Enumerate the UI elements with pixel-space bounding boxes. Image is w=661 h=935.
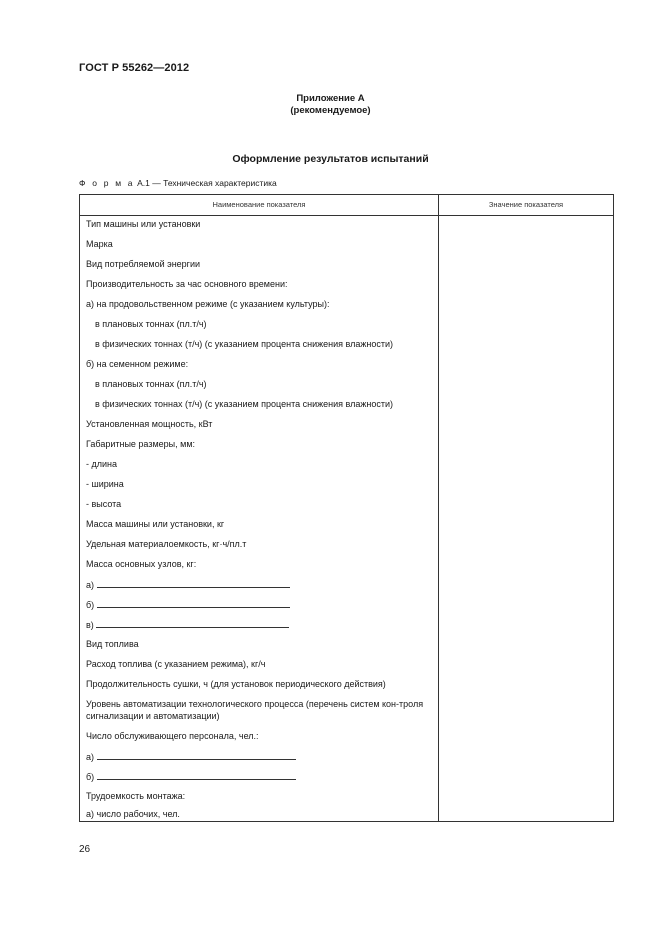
table-row: б) на семенном режиме: xyxy=(86,359,189,369)
document-code: ГОСТ Р 55262—2012 xyxy=(79,62,190,74)
form-label: Ф о р м а xyxy=(79,178,135,188)
table-row: Производительность за час основного времени: xyxy=(86,279,288,289)
table-row: а) на продовольственном режиме (с указанием культуры): xyxy=(86,299,330,309)
table-row xyxy=(86,750,296,763)
table-row: в физических тоннах (т/ч) (с указанием процента снижения влажности) xyxy=(95,339,393,349)
table-row: - ширина xyxy=(86,479,124,489)
row-label: в) xyxy=(86,620,94,630)
table-row: - высота xyxy=(86,499,122,509)
table-row xyxy=(86,618,289,631)
appendix-subtitle: (рекомендуемое) xyxy=(290,105,371,116)
table-row: Установленная мощность, кВт xyxy=(86,419,213,429)
table-row: Марка xyxy=(86,239,113,249)
row-label: б) xyxy=(86,600,95,610)
row-label: а) xyxy=(86,752,95,762)
table-row: Число обслуживающего персонала, чел.: xyxy=(86,731,259,741)
table-row: Трудоемкость монтажа: xyxy=(86,791,186,801)
column-header-name: Наименование показателя xyxy=(212,200,306,209)
table-row: в плановых тоннах (пл.т/ч) xyxy=(95,379,207,389)
table-row xyxy=(86,578,290,591)
table-row: Расход топлива (с указанием режима), кг/ч xyxy=(86,659,266,669)
table-row: Вид потребляемой энергии xyxy=(86,259,201,269)
table-row: а) число рабочих, чел. xyxy=(86,809,180,819)
appendix-title: Приложение А xyxy=(296,93,365,104)
table-header xyxy=(80,195,613,216)
row-label: а) xyxy=(86,580,95,590)
column-divider xyxy=(438,195,439,821)
table-row: в плановых тоннах (пл.т/ч) xyxy=(95,319,207,329)
table-row: Вид топлива xyxy=(86,639,139,649)
table-row: Тип машины или установки xyxy=(86,219,201,229)
blank-line xyxy=(97,770,296,780)
blank-line xyxy=(97,598,290,608)
table-row: Масса машины или установки, кг xyxy=(86,519,225,529)
blank-line xyxy=(97,750,296,760)
appendix-heading xyxy=(0,93,661,117)
blank-line xyxy=(97,578,290,588)
form-number: А.1 xyxy=(137,178,150,188)
table-row: в физических тоннах (т/ч) (с указанием процента снижения влажности) xyxy=(95,399,393,409)
table-row xyxy=(86,770,296,783)
page-number: 26 xyxy=(79,844,91,855)
characteristics-table xyxy=(79,194,614,822)
table-row: Масса основных узлов, кг: xyxy=(86,559,197,569)
row-label: б) xyxy=(86,772,95,782)
table-row: Удельная материалоемкость, кг·ч/пл.т xyxy=(86,539,247,549)
column-header-value: Значение показателя xyxy=(488,200,564,209)
table-row: Габаритные размеры, мм: xyxy=(86,439,196,449)
table-row xyxy=(86,598,290,611)
blank-line xyxy=(96,618,289,628)
table-row: Продолжительность сушки, ч (для установок периодического действия) xyxy=(86,679,386,689)
form-caption xyxy=(79,178,277,188)
table-row: - длина xyxy=(86,459,118,469)
form-title: — Техническая характеристика xyxy=(152,178,277,188)
table-row: Уровень автоматизации технологического процесса (перечень систем кон-троля сигнализации и автоматизации) xyxy=(86,699,424,721)
section-title: Оформление результатов испытаний xyxy=(232,153,429,165)
